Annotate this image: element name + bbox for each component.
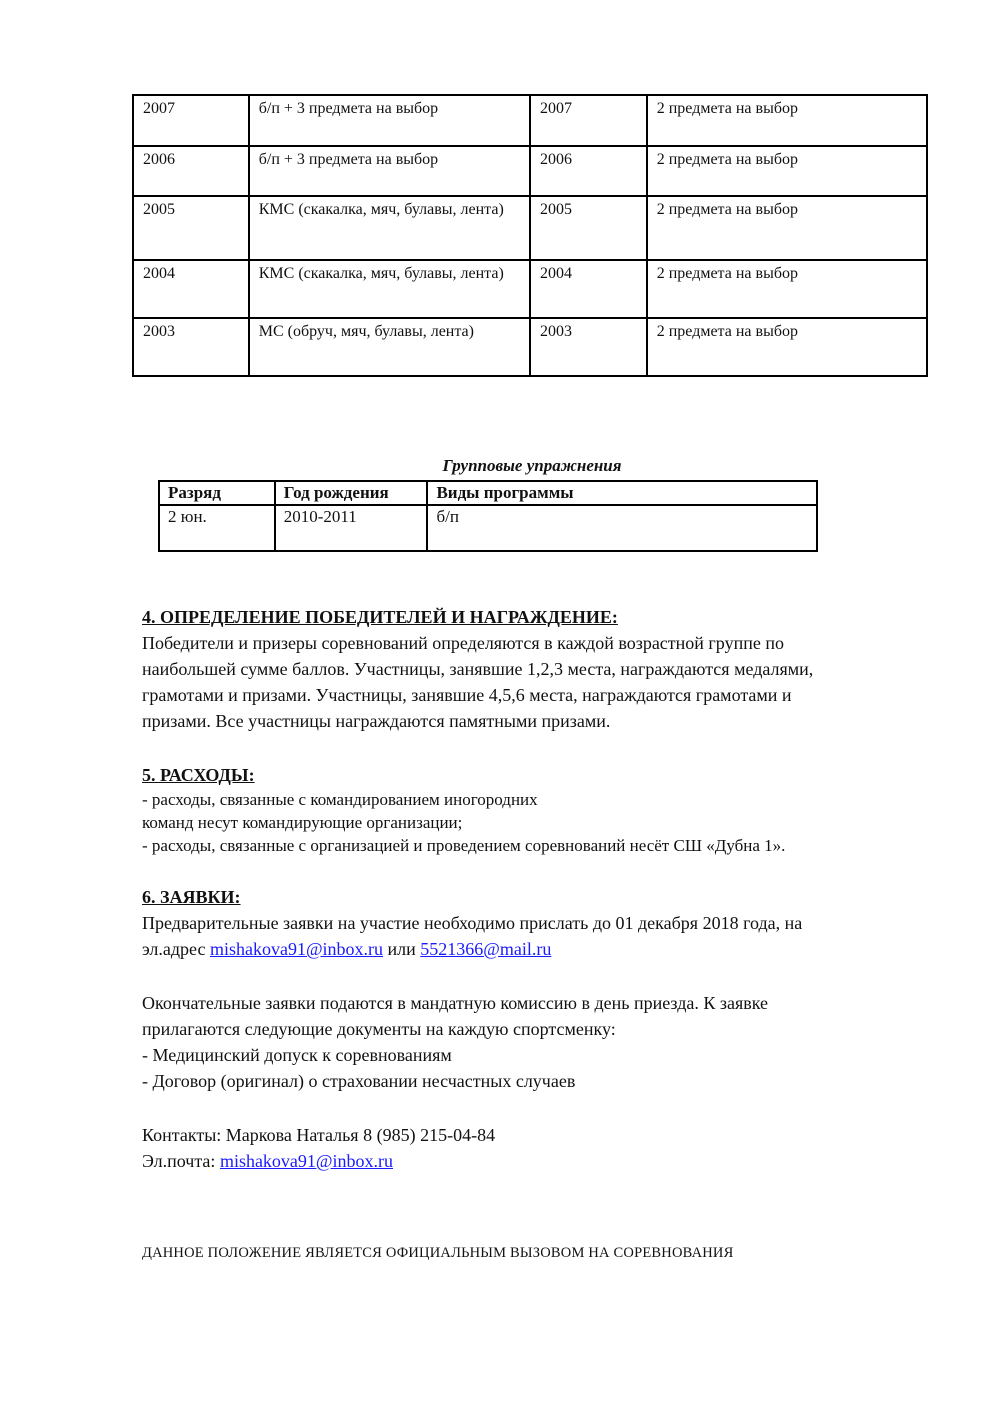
table-cell: 2 предмета на выбор	[647, 196, 927, 260]
section-applications	[142, 884, 942, 962]
table-cell: 2006	[530, 146, 647, 196]
table-cell: б/п + 3 предмета на выбор	[249, 95, 530, 146]
column-header: Разряд	[159, 481, 275, 505]
table-cell: 2 предмета на выбор	[647, 260, 927, 318]
section-heading: 4. ОПРЕДЕЛЕНИЕ ПОБЕДИТЕЛЕЙ И НАГРАЖДЕНИЕ:	[142, 607, 618, 627]
section-expenses	[142, 762, 942, 857]
contact-email-link[interactable]: mishakova91@inbox.ru	[219, 1151, 393, 1171]
paragraph-line: - Медицинский допуск к соревнованиям	[142, 1045, 452, 1065]
email-label: эл.адрес	[142, 939, 210, 959]
table-cell: 2 юн.	[159, 505, 275, 551]
table-row	[133, 318, 927, 376]
contact-email-line	[142, 1148, 942, 1174]
table-cell: КМС (скакалка, мяч, булавы, лента)	[249, 260, 530, 318]
paragraph-line: Окончательные заявки подаются в мандатную комиссию в день приезда. К заявке	[142, 993, 769, 1013]
table-cell: 2 предмета на выбор	[647, 95, 927, 146]
table-cell: 2007	[530, 95, 647, 146]
table-cell: МС (обруч, мяч, булавы, лента)	[249, 318, 530, 376]
table-cell: 2006	[133, 146, 249, 196]
paragraph-line	[142, 936, 942, 962]
table-row	[133, 196, 927, 260]
table-cell: 2 предмета на выбор	[647, 318, 927, 376]
conjunction-text: или	[383, 939, 421, 959]
table-cell: 2005	[530, 196, 647, 260]
table-row	[133, 260, 927, 318]
paragraph-line: - расходы, связанные с организацией и проведением соревнований несёт СШ «Дубна 1».	[142, 836, 786, 855]
table-cell: б/п	[427, 505, 817, 551]
table-cell: 2010-2011	[275, 505, 428, 551]
section-winners	[142, 604, 942, 734]
table-cell: КМС (скакалка, мяч, булавы, лента)	[249, 196, 530, 260]
table-cell: 2004	[133, 260, 249, 318]
email-link-2[interactable]: 5521366@mail.ru	[420, 939, 552, 959]
paragraph-line: прилагаются следующие документы на каждую спортсменку:	[142, 1019, 616, 1039]
column-header: Виды программы	[427, 481, 817, 505]
paragraph-line: грамотами и призами. Участницы, занявшие 4,5,6 места, награждаются грамотами и	[142, 685, 792, 705]
official-notice: ДАННОЕ ПОЛОЖЕНИЕ ЯВЛЯЕТСЯ ОФИЦИАЛЬНЫМ ВЫЗОВОМ НА СОРЕВНОВАНИЯ	[142, 1245, 734, 1261]
contacts-block	[142, 1122, 942, 1174]
table-cell: 2005	[133, 196, 249, 260]
email-label: Эл.почта:	[142, 1151, 220, 1171]
table-header-row	[159, 481, 817, 505]
section-heading: 6. ЗАЯВКИ:	[142, 887, 241, 907]
section-heading: 5. РАСХОДЫ:	[142, 765, 255, 785]
table-cell: 2003	[530, 318, 647, 376]
group-exercises-table	[158, 480, 818, 552]
table-cell: 2004	[530, 260, 647, 318]
column-header: Год рождения	[275, 481, 428, 505]
section-final-applications	[142, 990, 942, 1094]
individual-program-table	[132, 94, 928, 377]
paragraph-line: призами. Все участницы награждаются памятными призами.	[142, 711, 611, 731]
paragraph-line: - Договор (оригинал) о страховании несчастных случаев	[142, 1071, 576, 1091]
table-cell: 2003	[133, 318, 249, 376]
paragraph-line: команд несут командирующие организации;	[142, 813, 463, 832]
contact-line: Контакты: Маркова Наталья 8 (985) 215-04-84	[142, 1125, 496, 1145]
paragraph-line: Победители и призеры соревнований определяются в каждой возрастной группе по	[142, 633, 784, 653]
group-exercises-title: Групповые упражнения	[442, 456, 622, 475]
email-link-1[interactable]: mishakova91@inbox.ru	[209, 939, 384, 959]
table-row	[133, 146, 927, 196]
table-cell: б/п + 3 предмета на выбор	[249, 146, 530, 196]
table-row	[159, 505, 817, 551]
table-cell: 2 предмета на выбор	[647, 146, 927, 196]
paragraph-line: - расходы, связанные с командированием иногородних	[142, 790, 538, 809]
table-cell: 2007	[133, 95, 249, 146]
paragraph-line: Предварительные заявки на участие необходимо прислать до 01 декабря 2018 года, на	[142, 913, 803, 933]
table-row	[133, 95, 927, 146]
paragraph-line: наибольшей сумме баллов. Участницы, занявшие 1,2,3 места, награждаются медалями,	[142, 659, 814, 679]
